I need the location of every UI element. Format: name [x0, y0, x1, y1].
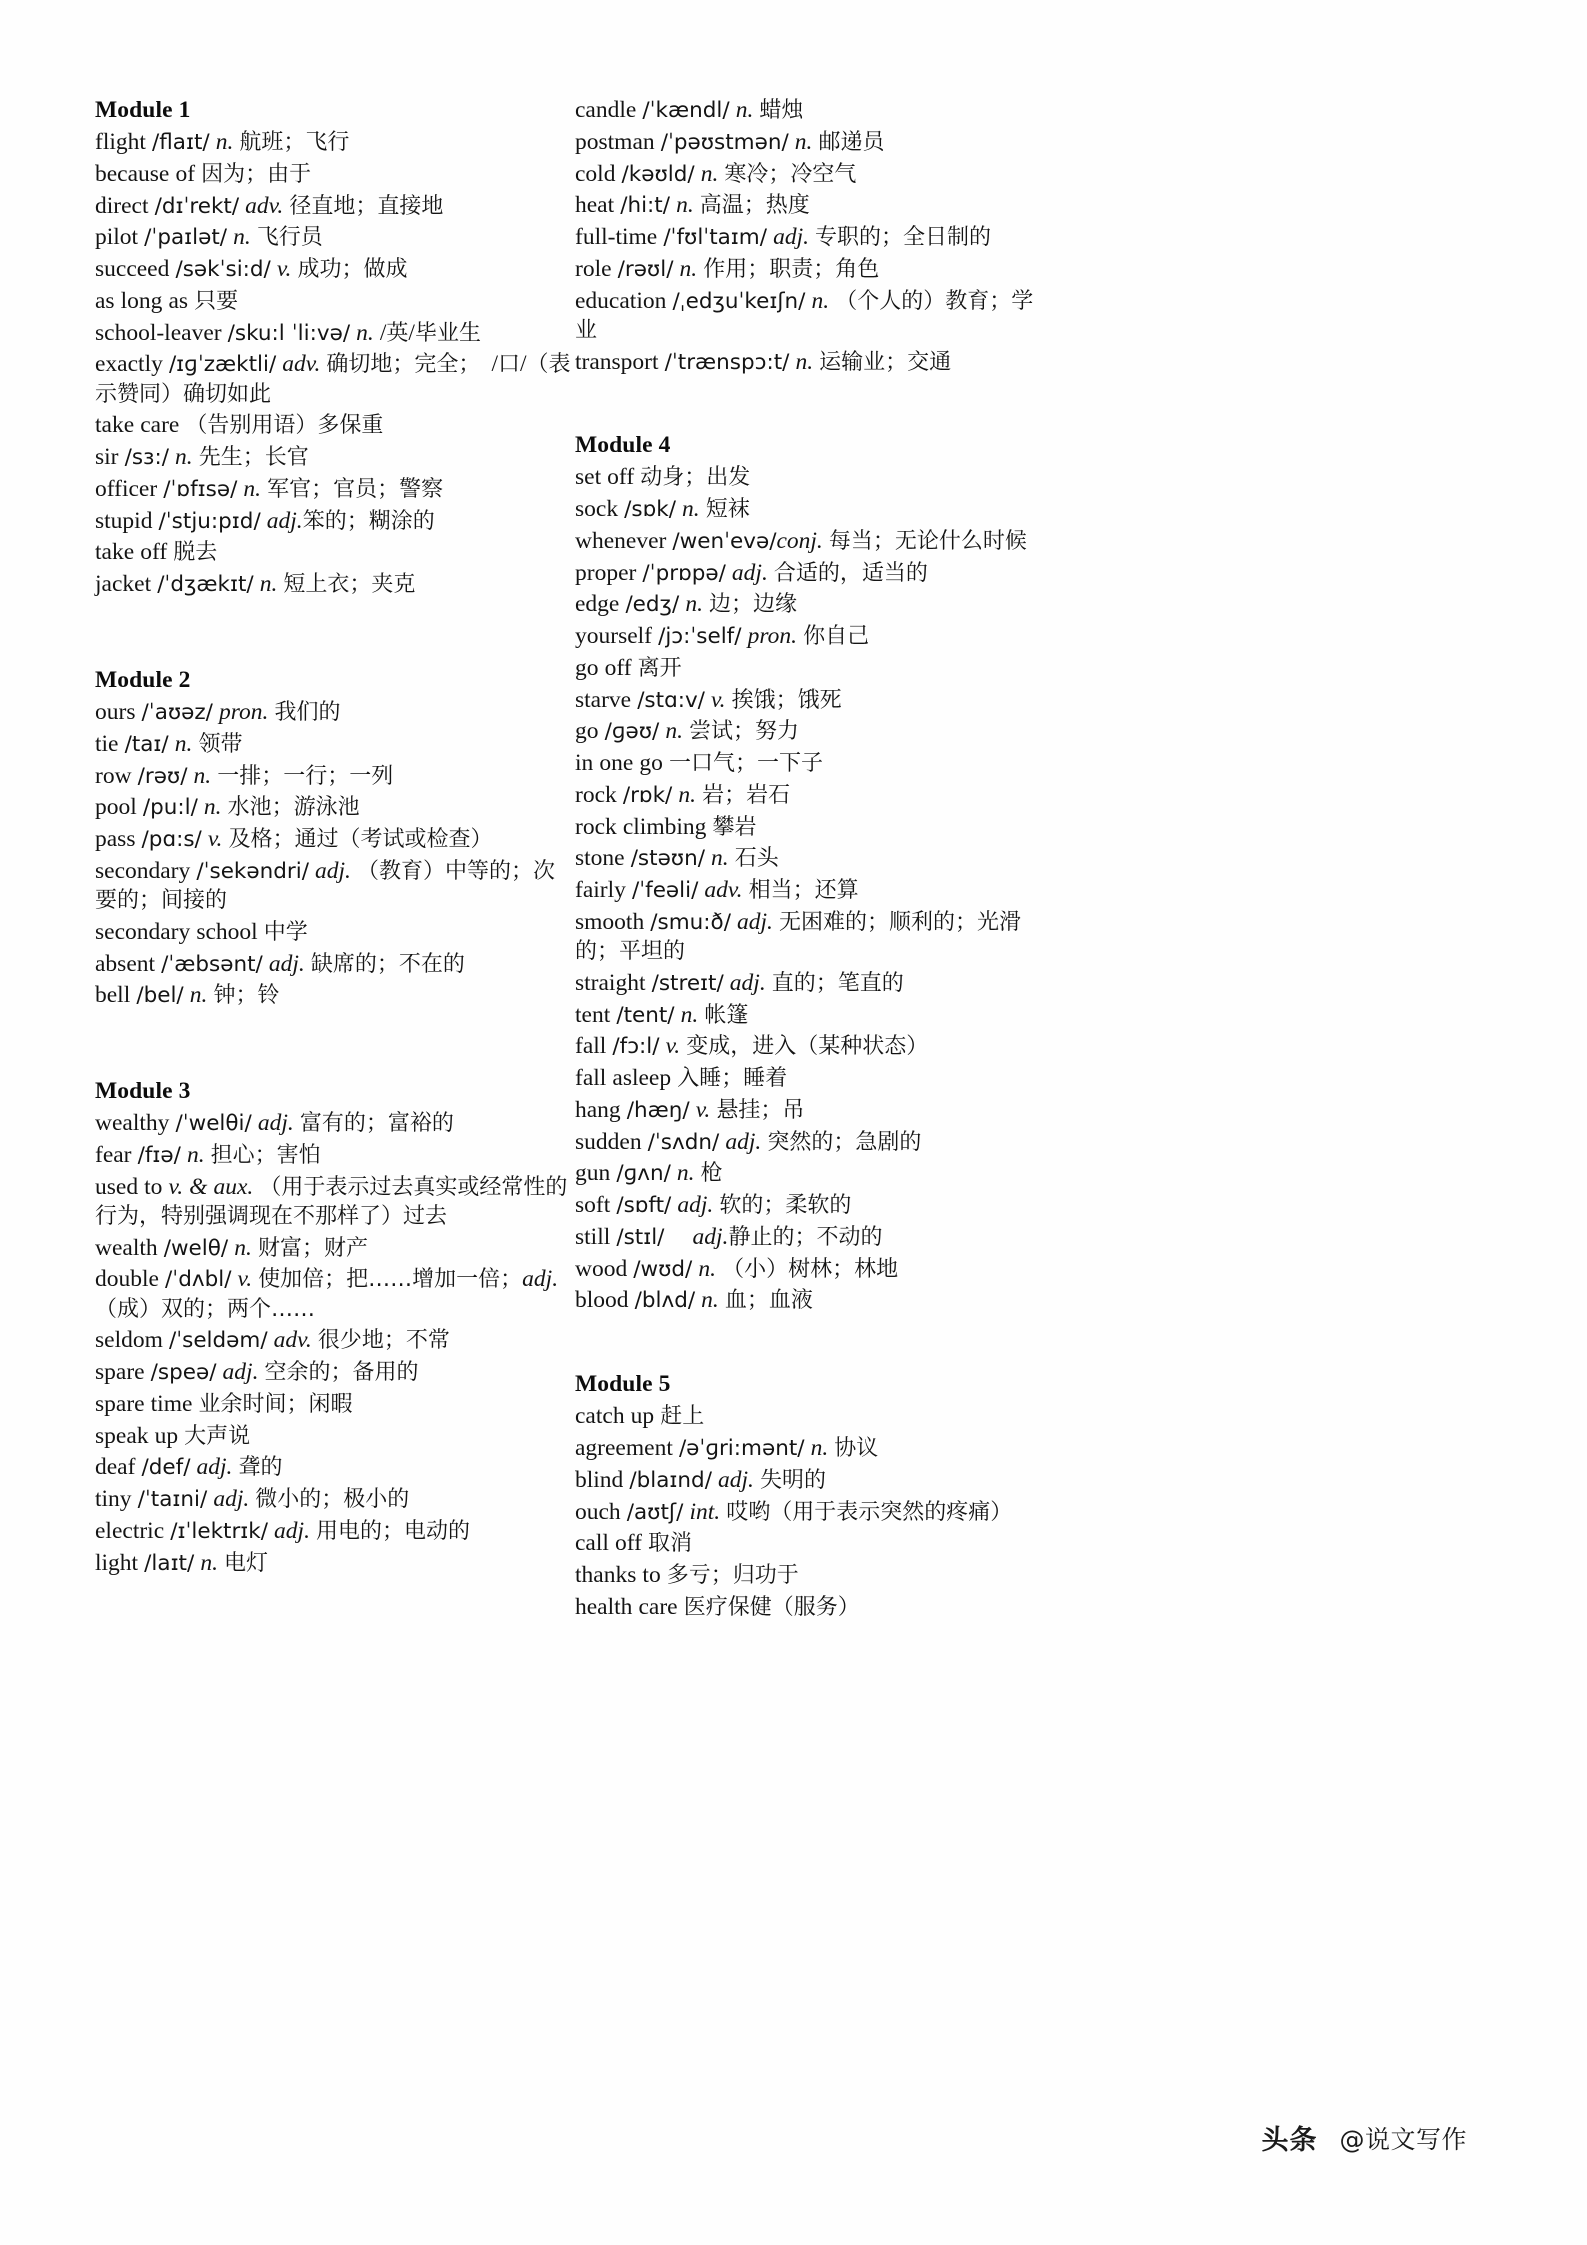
vocab-entry: jacket /ˈdʒækɪt/ n. 短上衣；夹克 [95, 571, 416, 598]
vocab-entry: cold /kəʊld/ n. 寒冷；冷空气 [575, 160, 857, 187]
vocab-entry: heat /hi:t/ n. 高温；热度 [575, 192, 810, 219]
entry-list-continuation [575, 96, 1055, 377]
module-heading-3: Module 3 [95, 1078, 191, 1104]
vocab-entry: edge /edʒ/ n. 边；边缘 [575, 591, 798, 618]
vocab-entry: row /rəʊ/ n. 一排；一行；一列 [95, 762, 394, 789]
vocab-entry: secondary /ˈsekəndri/ adj. （教育）中等的；次要的；间接的 [95, 857, 556, 913]
vocab-entry: sudden /ˈsʌdn/ adj. 突然的；急剧的 [575, 1128, 922, 1155]
vocab-entry: transport /ˈtrænspɔ:t/ n. 运输业；交通 [575, 348, 952, 375]
module-heading-5: Module 5 [575, 1371, 671, 1398]
vocab-entry: call off 取消 [575, 1530, 693, 1557]
module-heading-2: Module 2 [95, 666, 191, 693]
vocab-entry: whenever /wenˈevə/conj. 每当；无论什么时候 [575, 527, 1027, 554]
module-heading-1: Module 1 [95, 97, 191, 123]
vocab-entry: set off 动身；出发 [575, 464, 751, 491]
vocab-entry: secondary school 中学 [95, 918, 308, 945]
watermark-logo: 头条 [1261, 2125, 1318, 2156]
module-block-4 [575, 431, 1055, 1315]
vocab-entry: absent /ˈæbsənt/ adj. 缺席的；不在的 [95, 950, 465, 977]
vocab-entry: pass /pɑ:s/ v. 及格；通过（考试或检查） [95, 826, 493, 852]
vocab-entry: gun /ɡʌn/ n. 枪 [575, 1160, 723, 1187]
module-spacer [95, 602, 575, 666]
module-spacer [575, 1318, 1055, 1370]
vocab-entry: education /ˌedʒuˈkeɪʃn/ n. （个人的）教育；学业 [575, 287, 1034, 343]
vocab-entry: role /rəʊl/ n. 作用；职责；角色 [575, 255, 880, 282]
vocab-entry: fairly /ˈfeəli/ adv. 相当；还算 [575, 877, 859, 904]
vocab-entry: agreement /əˈɡri:mənt/ n. 协议 [575, 1435, 879, 1461]
entry-list-2 [95, 698, 575, 1011]
vocab-entry: smooth /smu:ð/ adj. 无困难的；顺利的；光滑的；平坦的 [575, 908, 1022, 965]
vocab-entry: soft /sɒft/ adj. 软的；柔软的 [575, 1192, 852, 1219]
vocab-entry: wealth /welθ/ n. 财富；财产 [95, 1234, 368, 1261]
module-block-1 [95, 96, 575, 599]
watermark-handle: @说文写作 [1339, 2124, 1467, 2154]
vocab-entry: wood /wʊd/ n. （小）树林；林地 [575, 1255, 899, 1282]
vocab-entry: pilot /ˈpaɪlət/ n. 飞行员 [95, 224, 323, 251]
vocab-entry: blood /blʌd/ n. 血；血液 [575, 1287, 813, 1314]
vocab-entry: thanks to 多亏；归功于 [575, 1562, 799, 1588]
vocab-entry: fall asleep 入睡；睡着 [575, 1065, 788, 1092]
entry-list-4 [575, 463, 1055, 1315]
vocab-entry: blind /blaɪnd/ adj. 失明的 [575, 1466, 827, 1493]
module-spacer [575, 379, 1055, 431]
vocab-entry: health care 医疗保健（服务） [575, 1593, 860, 1620]
vocab-entry: seldom /ˈseldəm/ adv. 很少地；不常 [95, 1327, 450, 1354]
vocab-entry: go /ɡəʊ/ n. 尝试；努力 [575, 718, 800, 745]
module-block-5 [575, 1370, 1055, 1622]
vocab-entry: ouch /aʊtʃ/ int. 哎哟（用于表示突然的疼痛） [575, 1498, 1013, 1525]
vocab-entry: postman /ˈpəʊstmən/ n. 邮递员 [575, 128, 885, 155]
vocab-entry: starve /stɑ:v/ v. 挨饿；饿死 [575, 686, 842, 713]
vocab-entry: spare /speə/ adj. 空余的；备用的 [95, 1359, 419, 1386]
column-right [575, 96, 1055, 1625]
vocab-entry: still /stɪl/ adj.静止的；不动的 [575, 1223, 883, 1250]
vocab-entry: candle /ˈkændl/ n. 蜡烛 [575, 97, 804, 123]
vocab-entry: school-leaver /sku:l ˈli:və/ n. /英/毕业生 [95, 319, 481, 346]
entry-list-3 [95, 1109, 575, 1578]
vocab-entry: rock /rɒk/ n. 岩；岩石 [575, 781, 791, 808]
vocab-entry: spare time 业余时间；闲暇 [95, 1390, 353, 1417]
vocab-entry: proper /ˈprɒpə/ adj. 合适的，适当的 [575, 559, 928, 586]
vocab-entry: yourself /jɔ:ˈself/ pron. 你自己 [575, 623, 870, 650]
vocab-entry: tiny /ˈtaɪni/ adj. 微小的；极小的 [95, 1486, 410, 1513]
vocab-entry: speak up 大声说 [95, 1422, 251, 1449]
vocab-entry: rock climbing 攀岩 [575, 813, 757, 840]
vocab-entry: because of 因为；由于 [95, 160, 312, 187]
vocab-entry: ours /ˈaʊəz/ pron. 我们的 [95, 699, 341, 725]
module-block-3 [95, 1077, 575, 1578]
module-block-continuation [575, 96, 1055, 377]
vocab-entry: stupid /ˈstju:pɪd/ adj.笨的；糊涂的 [95, 507, 435, 534]
vocab-entry: go off 离开 [575, 654, 682, 681]
vocab-entry: wealthy /ˈwelθi/ adj. 富有的；富裕的 [95, 1110, 454, 1137]
vocab-entry: full-time /ˈfʊlˈtaɪm/ adj. 专职的；全日制的 [575, 224, 992, 250]
vocab-entry: straight /streɪt/ adj. 直的；笔直的 [575, 969, 904, 996]
vocab-entry: catch up 赶上 [575, 1403, 705, 1430]
vocab-entry: tent /tent/ n. 帐篷 [575, 1001, 749, 1028]
vocab-entry: tie /taɪ/ n. 领带 [95, 730, 243, 757]
vocab-entry: electric /ɪˈlektrɪk/ adj. 用电的；电动的 [95, 1517, 471, 1544]
vocab-entry: pool /pu:l/ n. 水池；游泳池 [95, 794, 360, 821]
vocab-entry: sir /sɜ:/ n. 先生；长官 [95, 444, 309, 471]
vocab-entry: stone /stəʊn/ n. 石头 [575, 845, 779, 872]
module-spacer [95, 1013, 575, 1077]
vocab-entry: take care （告别用语）多保重 [95, 412, 384, 439]
module-block-2 [95, 666, 575, 1011]
vocab-entry: light /laɪt/ n. 电灯 [95, 1549, 269, 1576]
entry-list-1 [95, 128, 575, 599]
vocab-entry: used to v. & aux. （用于表示过去真实或经常性的行为，特别强调现在不那样了）过去 [95, 1173, 568, 1229]
vocab-entry: fall /fɔ:l/ v. 变成，进入（某种状态） [575, 1033, 929, 1060]
vocab-entry: double /ˈdʌbl/ v. 使加倍；把……增加一倍；adj.（成）双的；两个…… [95, 1266, 559, 1322]
module-heading-4: Module 4 [575, 432, 671, 459]
column-left [95, 96, 575, 1580]
vocab-entry: sock /sɒk/ n. 短袜 [575, 496, 750, 523]
two-column-layout [95, 96, 1467, 1625]
vocab-entry: in one go 一口气；一下子 [575, 750, 823, 777]
watermark [1261, 2118, 1467, 2157]
vocab-entry: fear /fɪə/ n. 担心；害怕 [95, 1141, 321, 1168]
vocab-entry: deaf /def/ adj. 聋的 [95, 1454, 283, 1481]
entry-list-5 [575, 1402, 1055, 1622]
vocab-entry: direct /dɪˈrekt/ adv. 径直地；直接地 [95, 192, 444, 219]
vocab-entry: as long as 只要 [95, 287, 239, 314]
vocab-entry: bell /bel/ n. 钟；铃 [95, 982, 280, 1009]
vocab-entry: exactly /ɪɡˈzæktli/ adv. 确切地；完全； /口/（表示赞同）确切如此 [95, 351, 571, 407]
vocab-entry: flight /flaɪt/ n. 航班；飞行 [95, 129, 350, 156]
vocab-entry: hang /hæŋ/ v. 悬挂；吊 [575, 1096, 805, 1123]
vocab-entry: succeed /səkˈsi:d/ v. 成功；做成 [95, 256, 408, 283]
vocab-entry: officer /ˈɒfɪsə/ n. 军官；官员；警察 [95, 475, 444, 502]
vocab-entry: take off 脱去 [95, 539, 218, 566]
